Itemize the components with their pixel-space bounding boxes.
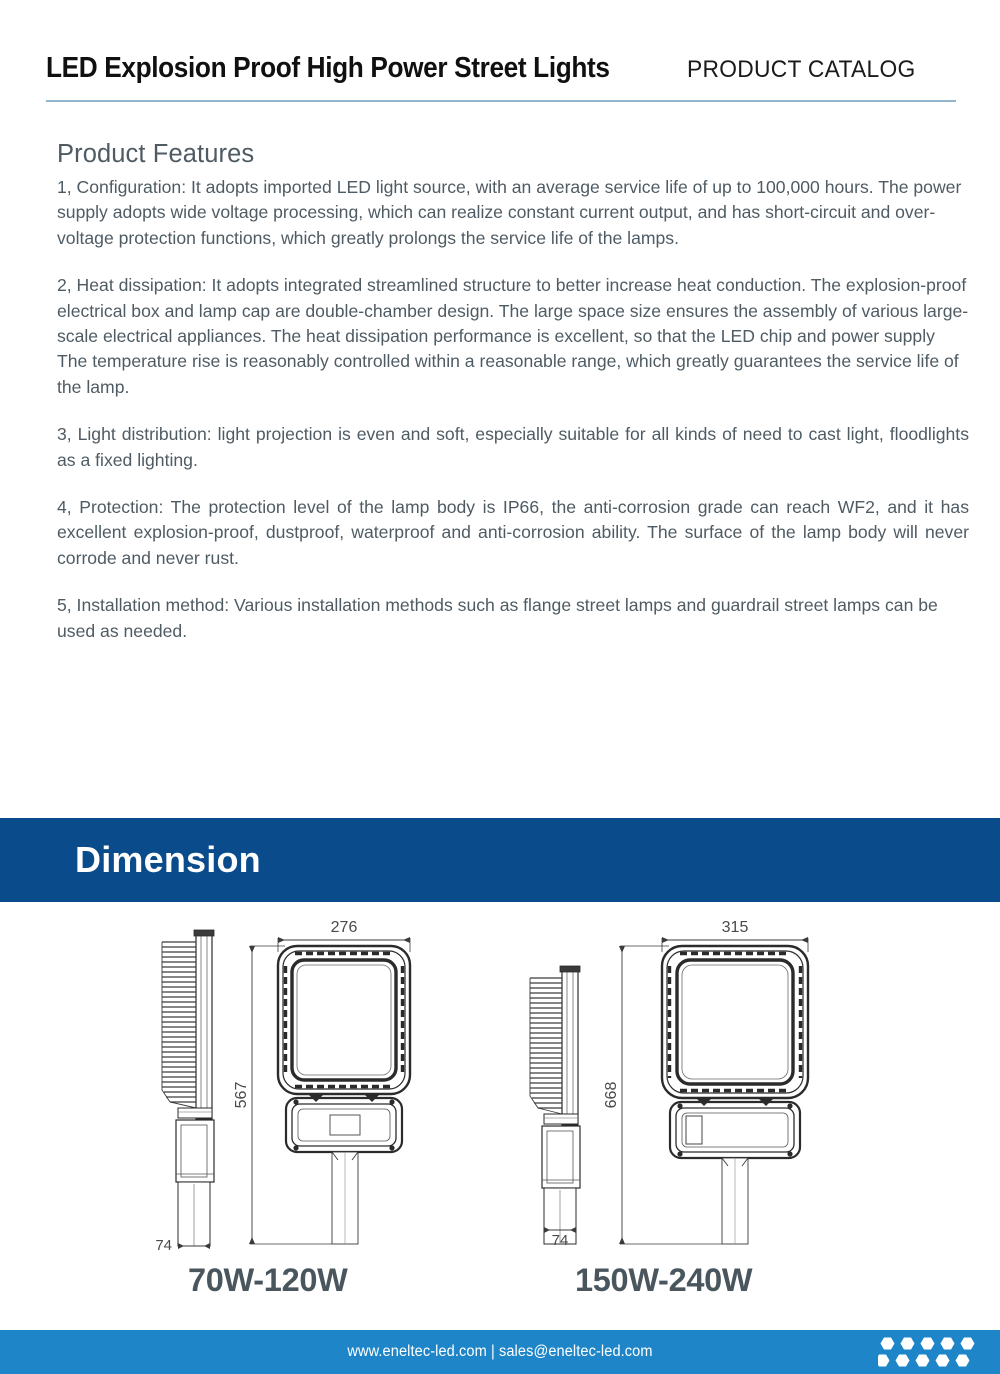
footer-hexagon-decoration: [878, 1336, 986, 1370]
footer-contact-line: www.eneltec-led.com | sales@eneltec-led.com: [347, 1343, 653, 1360]
drawing-150w-240w: [520, 912, 830, 1257]
page-footer: [0, 1330, 1000, 1374]
catalog-label: PRODUCT CATALOG: [686, 56, 916, 83]
drawing-150w-240w-svg: [520, 912, 830, 1257]
dimension-banner: [0, 818, 1000, 902]
header-title-row: [46, 52, 966, 85]
dim-label-width-276: 276: [330, 919, 358, 936]
header-divider: [46, 100, 956, 102]
dim-label-depth-74: 74: [155, 1237, 172, 1254]
hexagon-dots-icon: [878, 1336, 986, 1370]
front-view-150w: [603, 919, 808, 1244]
drawing-70w-120w-svg: [140, 912, 440, 1257]
feature-paragraph-5: 5, Installation method: Various installation methods such as flange street lamps and guardrail street lamps can be used as needed.: [57, 595, 938, 641]
feature-paragraph-3: 3, Light distribution: light projection is even and soft, especially suitable for all kinds of need to cast light, floodlights as a fixed lighting.: [57, 424, 969, 470]
wattage-labels: [0, 1262, 1000, 1314]
wattage-label-150w-240w: 150W-240W: [575, 1262, 753, 1298]
drawing-70w-120w: [140, 912, 440, 1257]
wattage-label-70w-120w: 70W-120W: [188, 1262, 348, 1298]
side-view-150w: [530, 966, 580, 1249]
feature-paragraph-2: 2, Heat dissipation: It adopts integrated streamlined structure to better increase heat conduction. The explosion-proof electrical box and lamp cap are double-chamber design. The large space size ensures the assembly of various large-scale electrical appliances. The heat dissipation performance is excellent, so that the LED chip and power supply The temperature rise is reasonably controlled within a reasonable range, which greatly guarantees the service life of the lamp.: [57, 275, 969, 397]
feature-paragraph-4: 4, Protection: The protection level of the lamp body is IP66, the anti-corrosion grade can reach WF2, and it has excellent explosion-proof, dustproof, waterproof and anti-corrosion ability. The surface of the lamp body will never corrode and never rust.: [57, 497, 969, 568]
dimension-drawings: [0, 912, 1000, 1257]
page-title: LED Explosion Proof High Power Street Lights: [46, 52, 610, 84]
dim-label-width-315: 315: [721, 919, 749, 936]
dim-label-depth-74: 74: [551, 1232, 569, 1249]
front-view-70w: [233, 919, 410, 1244]
dim-label-height-567: 567: [233, 1081, 250, 1109]
section-heading-product-features: Product Features: [57, 140, 255, 168]
feature-paragraph-1: 1, Configuration: It adopts imported LED light source, with an average service life of up to 100,000 hours. The power supply adopts wide voltage processing, which can realize constant current output, and has short-circuit and over-voltage protection functions, which greatly prolongs the service life of the lamps.: [57, 177, 962, 248]
page-header: [0, 0, 1000, 110]
dim-label-height-668: 668: [603, 1081, 620, 1109]
side-view-70w: [155, 930, 214, 1254]
product-features-section: [57, 140, 969, 644]
dimension-banner-title: Dimension: [75, 839, 261, 880]
